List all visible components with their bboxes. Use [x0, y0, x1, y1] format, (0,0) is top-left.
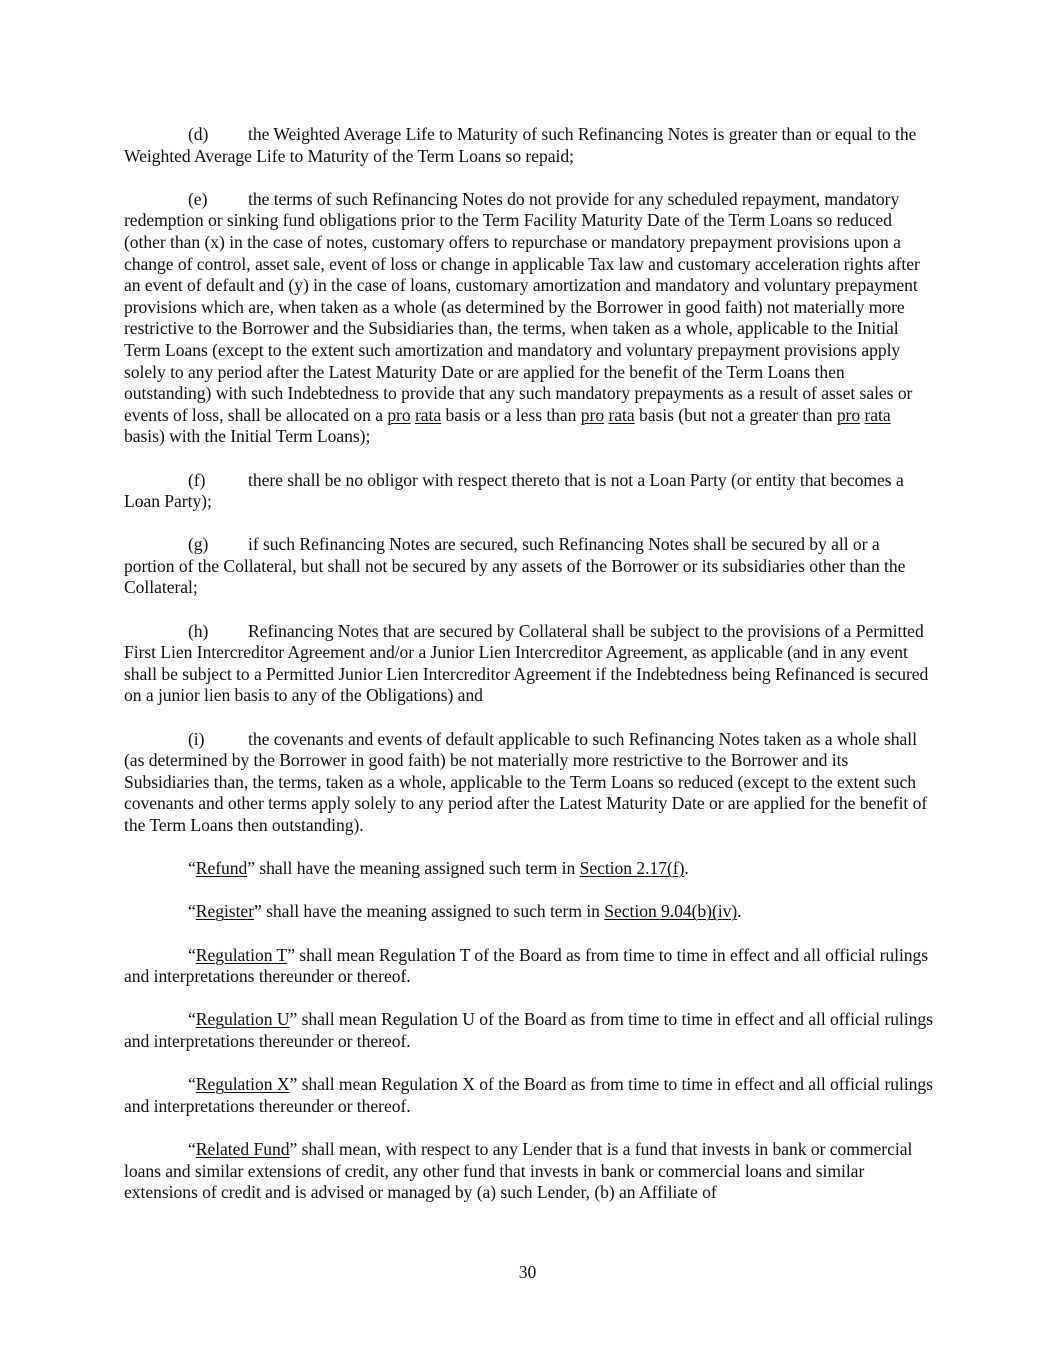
- paragraph-text: ” shall have the meaning assigned such term in: [247, 858, 580, 879]
- underlined-term: rata: [414, 404, 442, 425]
- underlined-term: Regulation X: [195, 1074, 290, 1095]
- underlined-term: rata: [608, 404, 635, 425]
- clause-label: (d): [188, 124, 209, 144]
- paragraph-text: “: [188, 1074, 196, 1095]
- clause-label: (e): [188, 188, 208, 209]
- clause-list: [124, 124, 934, 837]
- paragraph-text: there shall be no obligor with respect thereto that is not a Loan Party (or entity that becomes a Loan Party);: [124, 469, 904, 512]
- paragraph-text: “: [188, 901, 196, 922]
- document-page: [124, 124, 934, 1225]
- clause-f: [124, 470, 934, 513]
- paragraph-text: basis) with the Initial Term Loans);: [124, 426, 371, 447]
- definition-regulation-u: [124, 1009, 934, 1052]
- clause-label: (g): [188, 534, 209, 555]
- paragraph-text: ” shall mean Regulation T of the Board as from time to time in effect and all official rulings and interpretations thereunder or thereof.: [124, 944, 929, 987]
- clause-label: (h): [188, 620, 209, 641]
- paragraph-text: basis (but not a greater than: [634, 404, 837, 425]
- underlined-term: Refund: [195, 858, 248, 879]
- underlined-term: Register: [195, 901, 254, 922]
- paragraph-text: basis or a less than: [441, 404, 581, 425]
- underlined-term: Related Fund: [195, 1138, 290, 1159]
- definition-regulation-t: [124, 945, 934, 988]
- paragraph-text: “: [188, 1138, 196, 1159]
- paragraph-text: “: [188, 858, 196, 879]
- definition-register: [124, 901, 934, 923]
- clause-i: [124, 729, 934, 837]
- clause-label: (i): [188, 728, 205, 749]
- definition-refund: [124, 858, 934, 880]
- paragraph-text: ” shall mean, with respect to any Lender that is a fund that invests in bank or commercial loans and similar extensions of credit, any other fund that invests in bank or commercial loans and similar extensions of credit and is advised or managed by (a) such Lender, (b) an Affiliate of: [124, 1138, 913, 1203]
- definition-related-fund: [124, 1139, 934, 1204]
- paragraph-text: Refinancing Notes that are secured by Collateral shall be subject to the provisions of a Permitted First Lien Intercreditor Agreement and/or a Junior Lien Intercreditor Agreement, as applicable (and in any event shall be subject to a Permitted Junior Lien Intercreditor Agreement if the Indebtedness being Refinanced is secured on a junior lien basis to any of the Obligations) and: [124, 620, 929, 706]
- paragraph-text: ” shall mean Regulation X of the Board as from time to time in effect and all official rulings and interpretations thereunder or thereof.: [124, 1074, 933, 1116]
- underlined-term: Regulation T: [195, 944, 288, 965]
- underlined-term: rata: [864, 404, 891, 425]
- underlined-term: pro: [580, 404, 605, 425]
- underlined-term: Section 2.17(f): [579, 858, 685, 879]
- underlined-term: Regulation U: [195, 1009, 290, 1030]
- paragraph-text: ” shall mean Regulation U of the Board as from time to time in effect and all official rulings and interpretations thereunder or thereof.: [124, 1009, 933, 1051]
- underlined-term: pro: [387, 404, 411, 425]
- paragraph-text: ” shall have the meaning assigned to such term in: [254, 901, 605, 922]
- paragraph-text: .: [684, 858, 689, 879]
- paragraph-text: the Weighted Average Life to Maturity of such Refinancing Notes is greater than or equal to the Weighted Average Life to Maturity of the Term Loans so repaid;: [124, 124, 917, 166]
- paragraph-text: if such Refinancing Notes are secured, such Refinancing Notes shall be secured by all or a portion of the Collateral, but shall not be secured by any assets of the Borrower or its subsidiaries other than the Collateral;: [124, 534, 906, 598]
- page-number: 30: [518, 1262, 537, 1282]
- paragraph-text: “: [188, 1009, 196, 1030]
- paragraph-text: .: [737, 901, 742, 922]
- clause-e: [124, 189, 934, 448]
- clause-label: (f): [188, 469, 206, 490]
- paragraph-text: “: [188, 944, 196, 965]
- definitions-list: [124, 858, 934, 1204]
- clause-d: [124, 124, 934, 167]
- underlined-term: pro: [836, 404, 861, 425]
- definition-regulation-x: [124, 1074, 934, 1117]
- clause-g: [124, 534, 934, 599]
- paragraph-text: the terms of such Refinancing Notes do not provide for any scheduled repayment, mandatory redemption or sinking fund obligations prior to the Term Facility Maturity Date of the Term Loans so reduced (other than (x) in the case of notes, customary offers to repurchase or mandatory prepayment provisions upon a change of control, asset sale, event of loss or change in applicable Tax law and customary acceleration rights after an event of default and (y) in the case of loans, customary amortization and mandatory and voluntary prepayment provisions which are, when taken as a whole (as determined by the Borrower in good faith) not materially more restrictive to the Borrower and the Subsidiaries than, the terms, when taken as a whole, applicable to the Initial Term Loans (except to the extent such amortization and mandatory and voluntary prepayment provisions apply solely to any period after the Latest Maturity Date or are applied for the benefit of the Term Loans then outstanding) with such Indebtedness to provide that any such mandatory prepayments as a result of asset sales or events of loss, shall be allocated on a: [124, 188, 920, 425]
- paragraph-text: the covenants and events of default applicable to such Refinancing Notes taken as a whole shall (as determined by the Borrower in good faith) be not materially more restrictive to the Borrower and its Subsidiaries than, the terms, taken as a whole, applicable to the Term Loans so reduced (except to the extent such covenants and other terms apply solely to any period after the Latest Maturity Date or are applied for the benefit of the Term Loans then outstanding).: [124, 728, 928, 835]
- underlined-term: Section 9.04(b)(iv): [604, 901, 738, 922]
- clause-h: [124, 621, 934, 707]
